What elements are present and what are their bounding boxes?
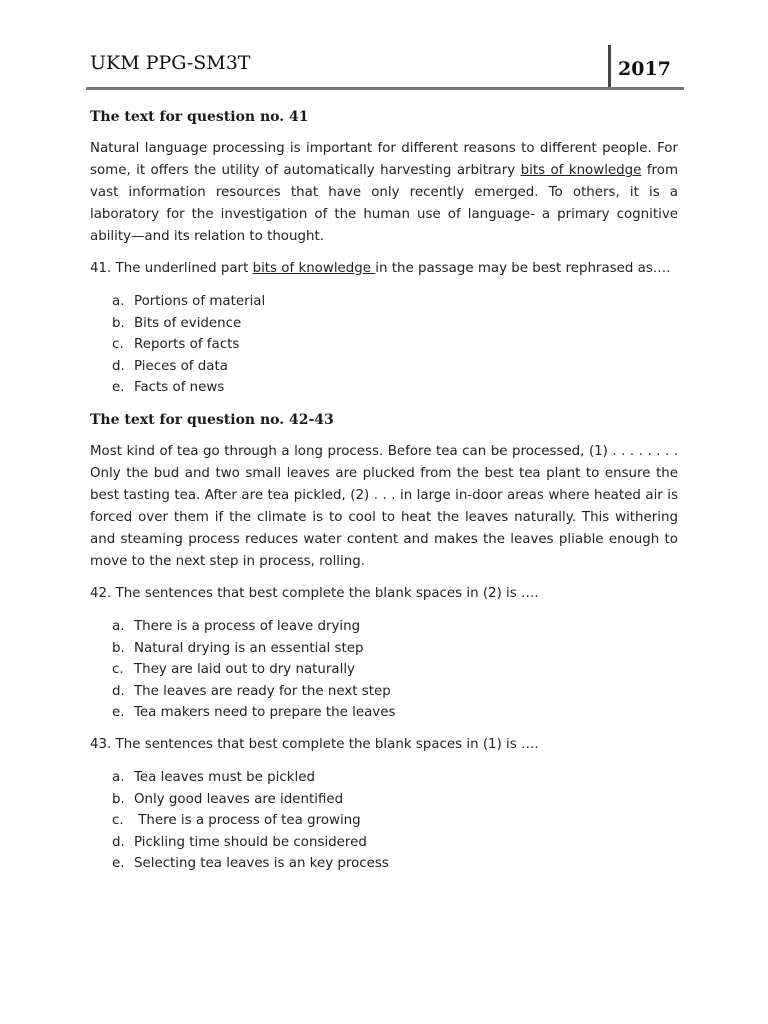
option-letter: e. — [112, 705, 125, 721]
option-text: Selecting tea leaves is an key process — [134, 856, 389, 872]
header-title: UKM PPG-SM3T — [90, 52, 251, 74]
passage-q41 — [90, 138, 678, 248]
document-body — [90, 106, 678, 885]
options-q43 — [90, 767, 678, 875]
option-letter: e. — [112, 380, 125, 396]
option-letter: a. — [112, 294, 125, 309]
question-41-underlined: bits of knowledge — [252, 261, 376, 276]
option-item — [112, 377, 678, 399]
option-letter: a. — [112, 769, 125, 785]
option-item — [112, 853, 678, 875]
passage-q41-text-2: from vast information resources that have only recently emerged. To others, it is a laboratory for the investigation of the human use of language- a primary cognitive ability—and its relation to thought. — [90, 163, 679, 244]
options-q41 — [90, 291, 678, 399]
option-text: They are laid out to dry naturally — [134, 662, 355, 678]
passage-q42-43: Most kind of tea go through a long process. Before tea can be processed, (1) . . . . . . . . Only the bud and two small leaves are plucked from the best tea plant to ensure the best tasting tea. After are tea pickled, (2) . . . in large in-door areas where heated air is forced over them if the climate is to cool to heat the leaves naturally. This withering and steaming process reduces water content and makes the leaves pliable enough to move to the next step in process, rolling. — [90, 443, 678, 569]
option-letter: c. — [112, 662, 124, 678]
header-year: 2017 — [618, 58, 671, 80]
option-letter: b. — [112, 640, 125, 656]
option-item — [112, 313, 678, 335]
options-q42 — [90, 616, 678, 724]
option-letter: d. — [112, 683, 125, 699]
option-text: Pieces of data — [134, 358, 228, 374]
option-letter: c. — [112, 813, 124, 829]
question-41-text-1: 41. The underlined part — [90, 261, 253, 276]
option-text: Tea makers need to prepare the leaves — [134, 705, 396, 721]
option-item — [112, 832, 678, 854]
passage-q41-text-1: Natural language processing is important for different reasons to different people. For some, it offers the utility of automatically harvesting arbitrary — [90, 141, 678, 178]
option-item — [112, 789, 678, 811]
option-item — [112, 638, 678, 660]
option-text: There is a process of tea growing — [134, 813, 361, 829]
option-item — [112, 356, 678, 378]
header-rule — [86, 87, 684, 90]
option-letter: a. — [112, 618, 125, 634]
option-item — [112, 681, 678, 703]
option-item — [112, 291, 678, 313]
option-text: Reports of facts — [134, 337, 240, 353]
option-letter: b. — [112, 791, 125, 807]
option-letter: e. — [112, 856, 125, 872]
passage-q41-underlined: bits of knowledge — [520, 163, 642, 178]
option-text: Tea leaves must be pickled — [134, 769, 315, 785]
option-text: There is a process of leave drying — [134, 618, 361, 634]
option-text: Facts of news — [134, 380, 225, 396]
option-item — [112, 702, 678, 724]
option-letter: d. — [112, 358, 125, 374]
option-item — [112, 659, 678, 681]
question-41-text-2: in the passage may be best rephrased as…. — [375, 261, 671, 276]
option-letter: b. — [112, 315, 125, 331]
option-text: Portions of material — [134, 294, 266, 309]
option-text: Bits of evidence — [134, 315, 242, 331]
question-42: 42. The sentences that best complete the blank spaces in (2) is …. — [90, 585, 539, 601]
option-item — [112, 810, 678, 832]
section-heading-q42-43: The text for question no. 42-43 — [90, 411, 334, 428]
option-text: Natural drying is an essential step — [134, 640, 364, 656]
option-text: Only good leaves are identified — [134, 791, 344, 807]
option-item — [112, 767, 678, 789]
header-divider-vertical — [608, 45, 611, 89]
option-letter: c. — [112, 337, 124, 353]
option-text: Pickling time should be considered — [134, 834, 367, 850]
section-heading-q41: The text for question no. 41 — [90, 109, 309, 125]
option-item — [112, 334, 678, 356]
question-41 — [90, 258, 678, 280]
option-text: The leaves are ready for the next step — [134, 683, 391, 699]
option-letter: d. — [112, 834, 125, 850]
option-item — [112, 616, 678, 638]
question-43: 43. The sentences that best complete the blank spaces in (1) is …. — [90, 736, 539, 752]
